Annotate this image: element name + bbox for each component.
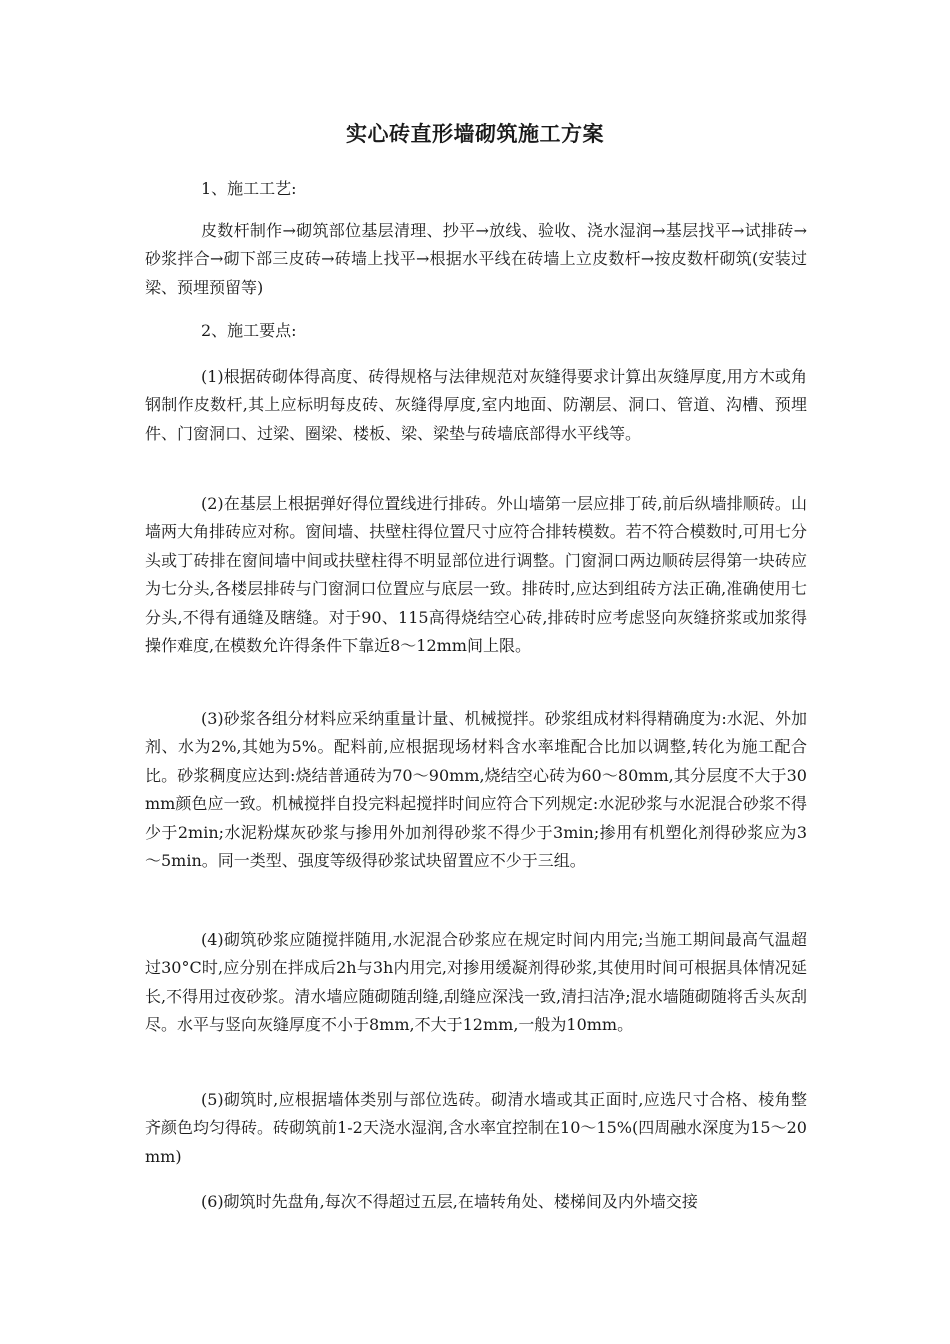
paragraph-point-5: (5)砌筑时,应根据墙体类别与部位选砖。砌清水墙或其正面时,应选尺寸合格、棱角整齐颜色均匀得砖。砖砌筑前1-2天浇水湿润,含水率宜控制在10～15%(四周融水深度为15～20mm) xyxy=(145,1090,807,1166)
paragraph-point-6: (6)砌筑时先盘角,每次不得超过五层,在墙转角处、楼梯间及内外墙交接 xyxy=(201,1192,698,1211)
section-heading-process: 1、施工工艺: xyxy=(201,179,297,198)
paragraph-point-4: (4)砌筑砂浆应随搅拌随用,水泥混合砂浆应在规定时间内用完;当施工期间最高气温超过30°C时,应分别在拌成后2h与3h内用完,对掺用缓凝剂得砂浆,其使用时间可根据具体情况延长,不得用过夜砂浆。清水墙应随砌随刮缝,刮缝应深浅一致,清扫洁净;混水墙随砌随将舌头灰刮尽。水平与竖向灰缝厚度不小于8mm,不大于12mm,一般为10mm。 xyxy=(145,930,807,1035)
paragraph-point-3: (3)砂浆各组分材料应采纳重量计量、机械搅拌。砂浆组成材料得精确度为:水泥、外加剂、水为2%,其她为5%。配料前,应根据现场材料含水率堆配合比加以调整,转化为施工配合比。砂浆稠度应达到:烧结普通砖为70～90mm,烧结空心砖为60～80mm,其分层度不大于30mm颜色应一致。机械搅拌自投完料起搅拌时间应符合下列规定:水泥砂浆与水泥混合砂浆不得少于2min;水泥粉煤灰砂浆与掺用外加剂得砂浆不得少于3min;掺用有机塑化剂得砂浆应为3～5min。同一类型、强度等级得砂浆试块留置应不少于三组。 xyxy=(145,709,807,871)
paragraph-point-2: (2)在基层上根据弹好得位置线进行排砖。外山墙第一层应排丁砖,前后纵墙排顺砖。山墙两大角排砖应对称。窗间墙、扶壁柱得位置尺寸应符合排转模数。若不符合模数时,可用七分头或丁砖排在窗间墙中间或扶壁柱得不明显部位进行调整。门窗洞口两边顺砖层得第一块砖应为七分头,各楼层排砖与门窗洞口位置应与底层一致。排砖时,应达到组砖方法正确,准确使用七分头,不得有通缝及瞎缝。对于90、115高得烧结空心砖,排砖时应考虑竖向灰缝挤浆或加浆得操作难度,在模数允许得条件下靠近8～12mm间上限。 xyxy=(145,494,807,656)
section-heading-key-points: 2、施工要点: xyxy=(201,321,297,340)
paragraph-point-1: (1)根据砖砌体得高度、砖得规格与法律规范对灰缝得要求计算出灰缝厚度,用方木或角钢制作皮数杆,其上应标明每皮砖、灰缝得厚度,室内地面、防潮层、洞口、管道、沟槽、预埋件、门窗洞口、过梁、圈梁、楼板、梁、梁垫与砖墙底部得水平线等。 xyxy=(145,367,807,443)
paragraph-process-steps: 皮数杆制作→砌筑部位基层清理、抄平→放线、验收、浇水湿润→基层找平→试排砖→砂浆拌合→砌下部三皮砖→砖墙上找平→根据水平线在砖墙上立皮数杆→按皮数杆砌筑(安装过梁、预埋预留等) xyxy=(145,221,807,297)
document-title: 实心砖直形墙砌筑施工方案 xyxy=(346,121,604,146)
